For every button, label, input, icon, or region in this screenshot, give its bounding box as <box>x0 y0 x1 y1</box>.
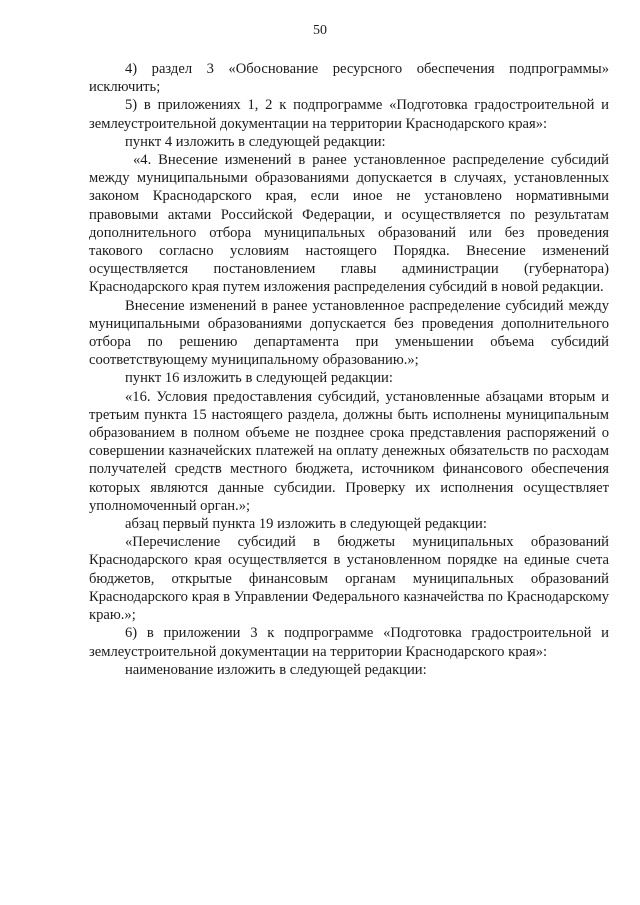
paragraph-point-19-intro: абзац первый пункта 19 изложить в следующей редакции: <box>125 516 487 533</box>
document-body <box>89 60 609 679</box>
paragraph-point-16-text: «16. Условия предоставления субсидий, установленные абзацами вторым и третьим пункта 15 настоящего раздела, должны быть исполнены муниципальным образованием в полном объеме не позднее срока представления распоряжений о совершении казначейских платежей на оплату денежных обязательств по расходам получателей средств местного бюджета, источником финансового обеспечения которых являются данные субсидии. Проверку их исполнения осуществляет уполномоченный орган.»; <box>89 388 609 514</box>
paragraph-item-6-appendix-3: 6) в приложении 3 к подпрограмме «Подготовка градостроительной и землеустроительной документации на территории Краснодарского края»: <box>89 625 609 660</box>
paragraph-name-intro: наименование изложить в следующей редакции: <box>125 661 427 678</box>
paragraph-point-16-intro: пункт 16 изложить в следующей редакции: <box>125 370 393 387</box>
paragraph-item-5-appendices: 5) в приложениях 1, 2 к подпрограмме «Подготовка градостроительной и землеустроительной документации на территории Краснодарского края»: <box>89 97 609 132</box>
paragraph-point-4-intro: пункт 4 изложить в следующей редакции: <box>125 133 386 150</box>
page-number: 50 <box>313 23 327 38</box>
paragraph-point-4-text: «4. Внесение изменений в ранее установленное распределение субсидий между муниципальными образованиями допускается в случаях, установленных законом Краснодарского края, если иное не установлено нормативными правовыми актами Российской Федерации, и осуществляется по результатам дополнительного отбора муниципальных образований или без проведения такового согласно условиям настоящего Порядка. Внесение изменений осуществляется постановлением главы администрации (губернатора) Краснодарского края путем изложения распределения субсидий в новой редакции. <box>89 152 609 296</box>
paragraph-changes-without-selection: Внесение изменений в ранее установленное распределение субсидий между муниципальными образованиями допускается без проведения дополнительного отбора по решению департамента при уменьшении объема субсидий соответствующему муниципальному образованию.»; <box>89 297 609 369</box>
paragraph-item-4-section-3: 4) раздел 3 «Обоснование ресурсного обеспечения подпрограммы» исключить; <box>89 61 609 96</box>
paragraph-point-19-text: «Перечисление субсидий в бюджеты муниципальных образований Краснодарского края осуществляется в установленном порядке на единые счета бюджетов, открытые финансовым органам муниципальных образований Краснодарского края в Управлении Федерального казначейства по Краснодарскому краю.»; <box>89 534 609 624</box>
